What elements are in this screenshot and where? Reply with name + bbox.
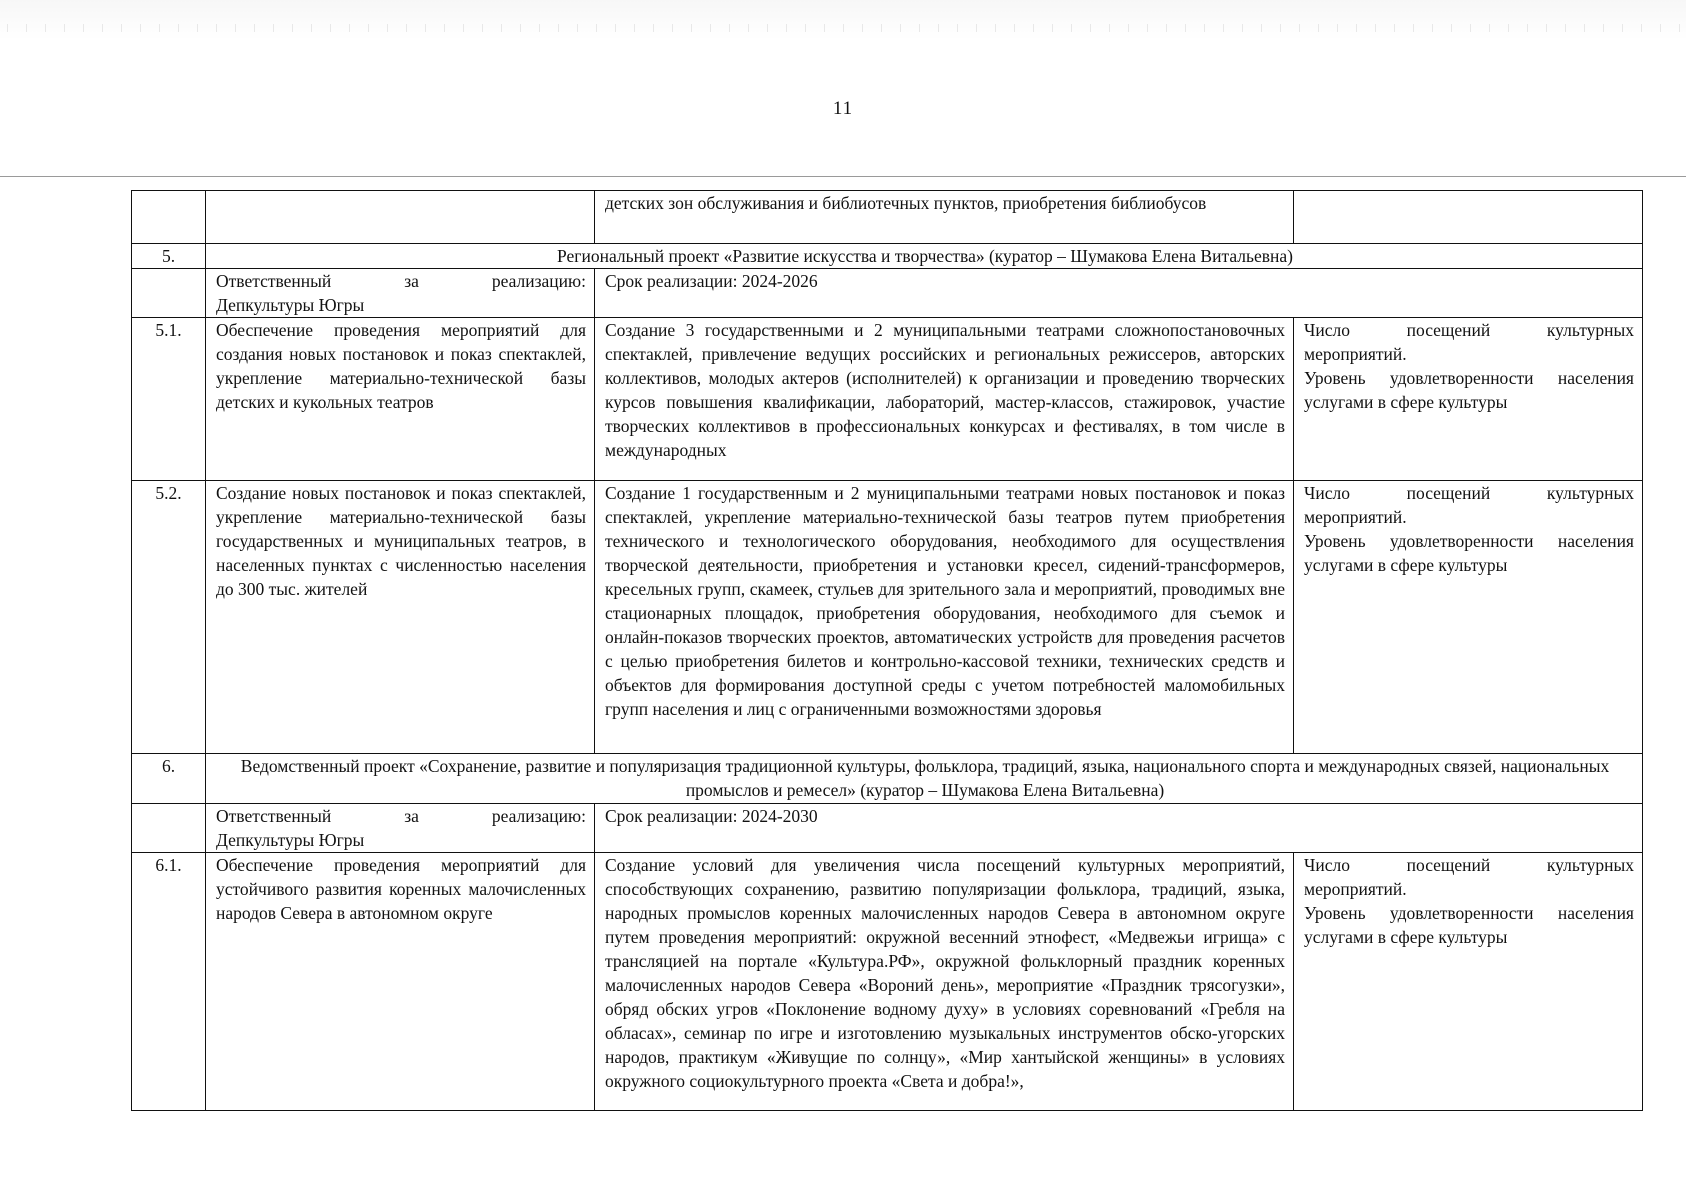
section-number: 5. [132, 244, 206, 269]
indicator-cell [1294, 481, 1643, 754]
indicator-satisfaction: Уровень удовлетворенности населения услугами в сфере культуры [1304, 903, 1634, 947]
page-number: 11 [832, 98, 854, 119]
responsible-label: Ответственный за реализацию: [216, 806, 586, 826]
section-header-row [132, 754, 1643, 804]
section-number: 6. [132, 754, 206, 804]
table-row [132, 318, 1643, 481]
table-row [132, 191, 1643, 244]
page-fold-line [0, 176, 1686, 177]
indicator-cell [1294, 318, 1643, 481]
task-cell [206, 191, 595, 244]
section-header-row [132, 244, 1643, 269]
row-number: 5.1. [132, 318, 206, 481]
responsible-label: Ответственный за реализацию: [216, 271, 586, 291]
activity-cell: Создание условий для увеличения числа посещений культурных мероприятий, способствующих сохранению, развитию популяризации фольклора, традиций, языка, народных промыслов коренных малочисленных народов Севера в автономном округе путем проведения мероприятий: окружной весенний этнофест, «Медвежьи игрища» с трансляцией на портале «Культура.РФ», окружной фольклорный праздник коренных малочисленных народов Севера «Вороний день», мероприятие «Праздник трясогузки», обряд обских угров «Поклонение водному духу» в условиях соревнований «Гребля на обласах», семинар по игре и изготовлению музыкальных инструментов обско-угорских народов, практикум «Живущие по солнцу», «Мир хантыйской женщины» в условиях окружного социокультурного проекта «Света и добра!», [595, 853, 1294, 1111]
activity-cell: Создание 3 государственными и 2 муниципальными театрами сложнопостановочных спектаклей, привлечение ведущих российских и региональных режиссеров, авторских коллективов, молодых актеров (исполнителей) к организации и проведению творческих курсов повышения квалификации, лабораторий, мастер-классов, стажировок, участие творческих коллективов в профессиональных конкурсах и фестивалях, в том числе в международных [595, 318, 1294, 481]
program-measures-table [131, 190, 1643, 1111]
scan-edge-shading [0, 0, 1686, 40]
task-cell: Обеспечение проведения мероприятий для создания новых постановок и показ спектаклей, укрепление материально-технической базы детских и кукольных театров [206, 318, 595, 481]
activity-cell: детских зон обслуживания и библиотечных пунктов, приобретения библиобусов [595, 191, 1294, 244]
responsible-cell [206, 269, 595, 318]
task-cell: Обеспечение проведения мероприятий для устойчивого развития коренных малочисленных народов Севера в автономном округе [206, 853, 595, 1111]
task-cell: Создание новых постановок и показ спектаклей, укрепление материально-технической базы государственных и муниципальных театров, в населенных пунктах с численностью населения до 300 тыс. жителей [206, 481, 595, 754]
row-number: 6.1. [132, 853, 206, 1111]
indicator-visits: Число посещений культурных мероприятий. [1304, 320, 1634, 364]
number-cell [132, 269, 206, 318]
indicator-visits: Число посещений культурных мероприятий. [1304, 855, 1634, 899]
responsible-row [132, 269, 1643, 318]
responsible-org: Депкультуры Югры [216, 830, 365, 850]
table-row [132, 481, 1643, 754]
number-cell [132, 191, 206, 244]
indicator-satisfaction: Уровень удовлетворенности населения услугами в сфере культуры [1304, 531, 1634, 575]
term-cell: Срок реализации: 2024-2026 [595, 269, 1643, 318]
number-cell [132, 804, 206, 853]
indicator-visits: Число посещений культурных мероприятий. [1304, 483, 1634, 527]
section-title: Ведомственный проект «Сохранение, развитие и популяризация традиционной культуры, фольклора, традиций, языка, национального спорта и международных связей, национальных промыслов и ремесел» (куратор – Шумакова Елена Витальевна) [206, 754, 1643, 804]
indicator-cell [1294, 191, 1643, 244]
scan-edge-noise [0, 24, 1686, 32]
responsible-org: Депкультуры Югры [216, 295, 365, 315]
indicator-cell [1294, 853, 1643, 1111]
activity-cell: Создание 1 государственным и 2 муниципальными театрами новых постановок и показ спектаклей, укрепление материально-технической базы театров путем приобретения технического и технологического оборудования, необходимого для осуществления творческой деятельности, приобретения и установки кресел, сидений-трансформеров, кресельных групп, скамеек, стульев для зрительного зала и мероприятий, проводимых вне стационарных площадок, приобретения оборудования, необходимого для съемок и онлайн-показов творческих проектов, автоматических устройств для проведения расчетов с целью приобретения билетов и контрольно-кассовой техники, технических средств и объектов для формирования доступной среды с учетом потребностей маломобильных групп населения и лиц с ограниченными возможностями здоровья [595, 481, 1294, 754]
indicator-satisfaction: Уровень удовлетворенности населения услугами в сфере культуры [1304, 368, 1634, 412]
section-title: Региональный проект «Развитие искусства и творчества» (куратор – Шумакова Елена Витальевна) [206, 244, 1643, 269]
responsible-cell [206, 804, 595, 853]
term-cell: Срок реализации: 2024-2030 [595, 804, 1643, 853]
responsible-row [132, 804, 1643, 853]
row-number: 5.2. [132, 481, 206, 754]
table-row [132, 853, 1643, 1111]
